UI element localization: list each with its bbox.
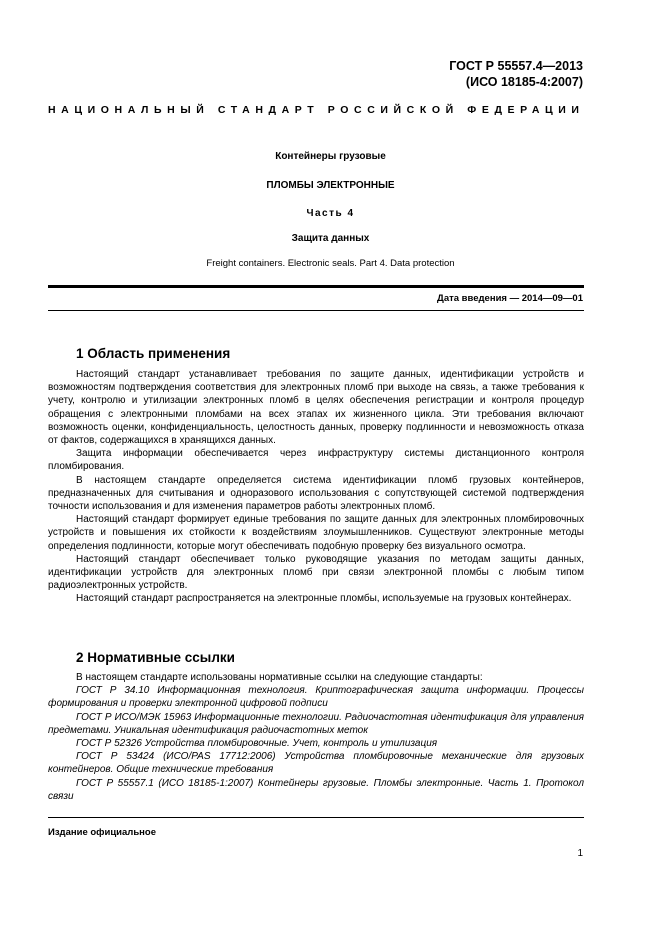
paragraph: Настоящий стандарт устанавливает требования по защите данных, идентификации устройств и возможностям подтверждения соответствия для электронных пломб при выходе на связь, а также требования к учету, контролю и утилизации электронных пломб в целях обеспечения регистрации и контроля процедур обращения с электронными пломбами на всех этапах их жизненного цикла. Эти требования включают возможность оценки, конфиденциальность, целостность данных, проверку подлинности и невозможность отказа от фактов, содержащихся в хранящихся данных. [48,369,584,447]
title-divider [48,285,584,288]
paragraph: Настоящий стандарт распространяется на электронные пломбы, используемые на грузовых контейнерах. [76,593,572,605]
title-line-1: Контейнеры грузовые [275,151,386,162]
paragraph: В настоящем стандарте определяется система идентификации пломб грузовых контейнеров, предназначенных для считывания и одноразового использования с сопутствующей системой подтверждения точности использования и для изменения параметров работы электронных пломб. [48,474,584,513]
reference-item: ГОСТ Р 53424 (ИСО/PAS 17712:2006) Устройства пломбировочные механические для грузовых контейнеров. Общие технические требования [48,751,584,776]
std-number: ГОСТ Р 55557.4—2013 [449,59,583,73]
paragraph: В настоящем стандарте использованы нормативные ссылки на следующие стандарты: [76,672,483,683]
reference-item: ГОСТ Р 55557.1 (ИСО 18185-1:2007) Контейнеры грузовые. Пломбы электронные. Часть 1. Протокол связи [48,777,584,802]
reference-item: ГОСТ Р ИСО/МЭК 15963 Информационные технологии. Радиочастотная идентификация для управления предметами. Уникальная идентификация радиочастотных меток [48,711,584,736]
iso-number: (ИСО 18185-4:2007) [465,75,583,89]
paragraph: Защита информации обеспечивается через инфраструктуру системы дистанционного контроля пломбирования. [48,448,584,473]
intro-date: Дата введения — 2014—09—01 [437,293,583,304]
section-1-heading: 1 Область применения [76,346,231,361]
section-2-heading: 2 Нормативные ссылки [76,650,235,665]
edition-label: Издание официальное [48,827,156,838]
date-divider [48,310,584,311]
paragraph: Настоящий стандарт обеспечивает только руководящие указания по методам защиты данных, идентификации устройств для электронных пломб при связи электронной пломбы с любым типом радиоэлектронных устройств. [48,553,584,592]
section-1-body [48,368,584,606]
title-line-4: Защита данных [291,233,370,244]
standard-designation [449,58,583,90]
section-2-body [48,671,584,803]
footer-divider [48,817,584,818]
english-title: Freight containers. Electronic seals. Part 4. Data protection [206,258,455,269]
page-number: 1 [577,848,583,859]
national-standard-banner: НАЦИОНАЛЬНЫЙ СТАНДАРТ РОССИЙСКОЙ ФЕДЕРАЦИИ [48,104,585,116]
reference-item: ГОСТ Р 34.10 Информационная технология. Криптографическая защита информации. Процессы формирования и проверки электронной цифровой подписи [48,685,584,710]
reference-item: ГОСТ Р 52326 Устройства пломбировочные. Учет, контроль и утилизация [76,738,438,750]
title-part: Часть 4 [306,208,355,219]
title-line-2: ПЛОМБЫ ЭЛЕКТРОННЫЕ [266,180,395,191]
paragraph: Настоящий стандарт формирует единые требования по защите данных для электронных пломбировочных устройств и повышения их стойкости к воздействиям злоумышленников. Существуют электронные методы определения подлинности, которые могут обеспечивать подобную проверку без визуального осмотра. [48,514,584,552]
